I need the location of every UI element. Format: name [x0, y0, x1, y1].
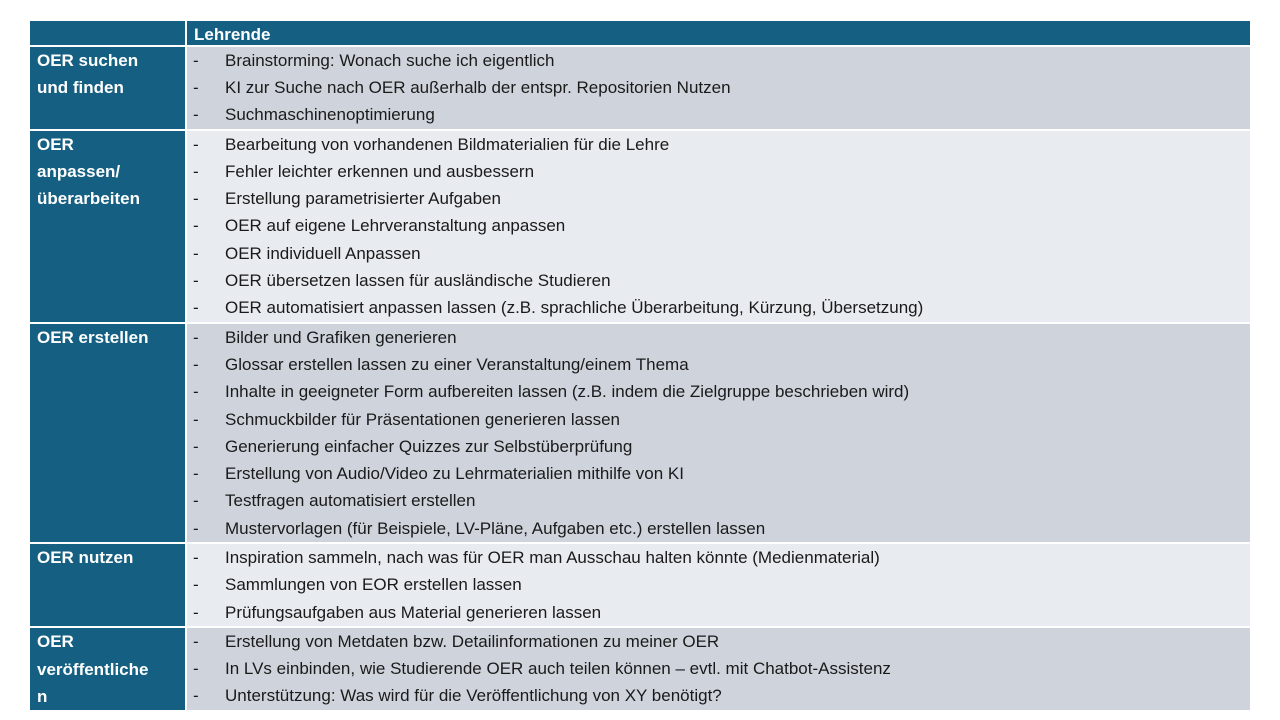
list-item-text: Bilder und Grafiken generieren [225, 327, 457, 347]
list-item-text: OER übersetzen lassen für ausländische Studieren [225, 271, 611, 291]
bullet-dash: - [193, 354, 199, 374]
list-item [187, 683, 1250, 710]
list-item-text: In LVs einbinden, wie Studierende OER auch teilen können – evtl. mit Chatbot-Assistenz [225, 659, 891, 679]
bullet-dash: - [193, 575, 199, 595]
bullet-dash: - [193, 659, 199, 679]
list-item [187, 544, 1250, 571]
list-item [187, 185, 1250, 212]
list-item [187, 599, 1250, 626]
list-item [187, 656, 1250, 683]
list-item-text: KI zur Suche nach OER außerhalb der entspr. Repositorien Nutzen [225, 77, 731, 97]
bullet-dash: - [193, 271, 199, 291]
list-item-text: Erstellung parametrisierter Aufgaben [225, 189, 501, 209]
list-item [187, 379, 1250, 406]
list-item-text: Schmuckbilder für Präsentationen generieren lassen [225, 409, 621, 429]
list-item-text: Testfragen automatisiert erstellen [225, 491, 476, 511]
section-label: OER suchen und finden [30, 47, 187, 129]
list-item [187, 47, 1250, 74]
oer-table [30, 21, 1250, 710]
bullet-dash: - [193, 631, 199, 651]
bullet-dash: - [193, 547, 199, 567]
list-item [187, 488, 1250, 515]
list-item [187, 460, 1250, 487]
section-label: OER nutzen [30, 544, 187, 626]
bullet-dash: - [193, 105, 199, 125]
list-item [187, 515, 1250, 542]
list-item-text: OER automatisiert anpassen lassen (z.B. sprachliche Überarbeitung, Kürzung, Übersetzung) [225, 298, 924, 318]
bullet-dash: - [193, 189, 199, 209]
list-item [187, 102, 1250, 129]
bullet-dash: - [193, 602, 199, 622]
section-items [187, 628, 1250, 710]
section-items [187, 324, 1250, 542]
list-item-text: Sammlungen von EOR erstellen lassen [225, 575, 522, 595]
list-item [187, 213, 1250, 240]
list-item [187, 324, 1250, 351]
list-item-text: Unterstützung: Was wird für die Veröffentlichung von XY benötigt? [225, 686, 722, 706]
section-label: OER erstellen [30, 324, 187, 542]
list-item-text: Mustervorlagen (für Beispiele, LV-Pläne, Aufgaben etc.) erstellen lassen [225, 518, 766, 538]
bullet-dash: - [193, 50, 199, 70]
list-item-text: Glossar erstellen lassen zu einer Veranstaltung/einem Thema [225, 354, 689, 374]
list-item [187, 267, 1250, 294]
list-item-text: Bearbeitung von vorhandenen Bildmaterialien für die Lehre [225, 134, 670, 154]
list-item-text: Fehler leichter erkennen und ausbessern [225, 161, 535, 181]
section-items [187, 131, 1250, 322]
list-item-text: OER individuell Anpassen [225, 243, 421, 263]
bullet-dash: - [193, 409, 199, 429]
list-item [187, 295, 1250, 322]
bullet-dash: - [193, 161, 199, 181]
section-items [187, 544, 1250, 626]
list-item-text: OER auf eigene Lehrveranstaltung anpassen [225, 216, 566, 236]
list-item-text: Generierung einfacher Quizzes zur Selbstüberprüfung [225, 436, 633, 456]
list-item [187, 433, 1250, 460]
list-item [187, 351, 1250, 378]
list-item-text: Inhalte in geeigneter Form aufbereiten lassen (z.B. indem die Zielgruppe beschrieben wird) [225, 382, 910, 402]
list-item [187, 74, 1250, 101]
bullet-dash: - [193, 327, 199, 347]
list-item-text: Suchmaschinenoptimierung [225, 105, 435, 125]
bullet-dash: - [193, 686, 199, 706]
bullet-dash: - [193, 77, 199, 97]
bullet-dash: - [193, 243, 199, 263]
list-item-text: Erstellung von Metdaten bzw. Detailinformationen zu meiner OER [225, 631, 720, 651]
list-item [187, 572, 1250, 599]
bullet-dash: - [193, 134, 199, 154]
list-item-text: Prüfungsaufgaben aus Material generieren lassen [225, 602, 602, 622]
bullet-dash: - [193, 491, 199, 511]
bullet-dash: - [193, 436, 199, 456]
bullet-dash: - [193, 216, 199, 236]
section-label: OER veröffentliche n [30, 628, 187, 710]
bullet-dash: - [193, 518, 199, 538]
list-item [187, 131, 1250, 158]
section-label: OER anpassen/ überarbeiten [30, 131, 187, 322]
section-items [187, 47, 1250, 129]
list-item [187, 406, 1250, 433]
list-item-text: Inspiration sammeln, nach was für OER man Ausschau halten könnte (Medienmaterial) [225, 547, 880, 567]
list-item [187, 240, 1250, 267]
bullet-dash: - [193, 298, 199, 318]
bullet-dash: - [193, 464, 199, 484]
list-item-text: Brainstorming: Wonach suche ich eigentlich [225, 50, 555, 70]
list-item [187, 628, 1250, 655]
bullet-dash: - [193, 382, 199, 402]
header-title: Lehrende [187, 21, 1250, 45]
list-item [187, 158, 1250, 185]
header-corner-cell [30, 21, 187, 45]
list-item-text: Erstellung von Audio/Video zu Lehrmaterialien mithilfe von KI [225, 464, 684, 484]
